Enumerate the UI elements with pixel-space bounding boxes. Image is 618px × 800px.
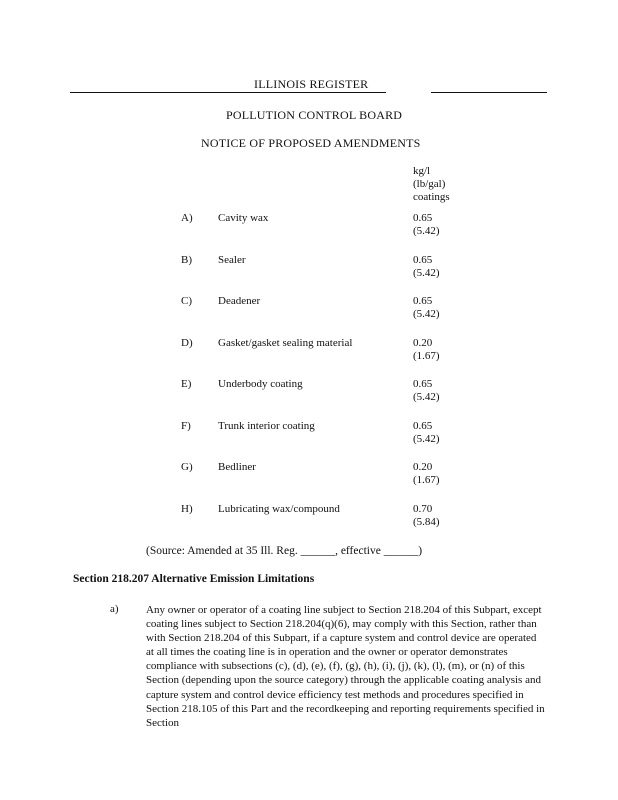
- row-value: 0.65 (5.42): [413, 378, 440, 403]
- paragraph-label: a): [110, 603, 119, 615]
- row-value: 0.20 (1.67): [413, 461, 440, 486]
- row-value: 0.65 (5.42): [413, 253, 440, 279]
- row-value: 0.20 (1.67): [413, 336, 440, 362]
- row-label: Deadener: [218, 295, 261, 307]
- notice-title: NOTICE OF PROPOSED AMENDMENTS: [201, 136, 421, 150]
- paragraph-a: Any owner or operator of a coating line subject to Section 218.204 of this Subpart, except coating lines subject to Section 218.204(q)(6), may comply with this Section, rather than with Section 218.204 of this Subpart, if a capture system and control device are operated at all times the coating line is in operation and the owner or operator demonstrates compliance with subsections (c), (d), (e), (f), (g), (h), (i), (j), (k), (l), (m), or (n) of this Section (depending upon the source category) through the applicable coating analysis and capture system and control device efficiency test methods and procedures specified in Section 218.105 of this Part and the recordkeeping and reporting requirements specified in Section: [146, 604, 545, 729]
- header-rule-right: [431, 92, 547, 93]
- row-label: Trunk interior coating: [218, 419, 315, 432]
- row-value: 0.70 (5.84): [413, 502, 440, 528]
- source-note: (Source: Amended at 35 Ill. Reg. ______, effective ______): [146, 545, 423, 557]
- row-value: 0.65 (5.42): [413, 212, 440, 237]
- row-letter: C): [181, 295, 192, 307]
- row-label: Underbody coating: [218, 378, 303, 390]
- row-label: Bedliner: [218, 461, 256, 473]
- section-heading: Section 218.207 Alternative Emission Limitations: [73, 573, 315, 585]
- row-label: Cavity wax: [218, 212, 269, 224]
- row-label: Gasket/gasket sealing material: [218, 336, 353, 349]
- row-letter: H): [181, 502, 193, 515]
- row-letter: F): [181, 419, 191, 432]
- row-letter: E): [181, 378, 192, 390]
- row-label: Lubricating wax/compound: [218, 502, 340, 515]
- register-title: ILLINOIS REGISTER: [254, 77, 369, 91]
- row-label: Sealer: [218, 253, 246, 266]
- row-letter: D): [181, 336, 193, 349]
- row-letter: A): [181, 212, 193, 224]
- header-rule-left: [70, 92, 386, 93]
- row-letter: B): [181, 253, 192, 266]
- row-letter: G): [181, 461, 193, 473]
- board-title: POLLUTION CONTROL BOARD: [226, 108, 403, 122]
- row-value: 0.65 (5.42): [413, 295, 440, 320]
- row-value: 0.65 (5.42): [413, 419, 440, 445]
- unit-header: kg/l (lb/gal) coatings: [413, 165, 450, 203]
